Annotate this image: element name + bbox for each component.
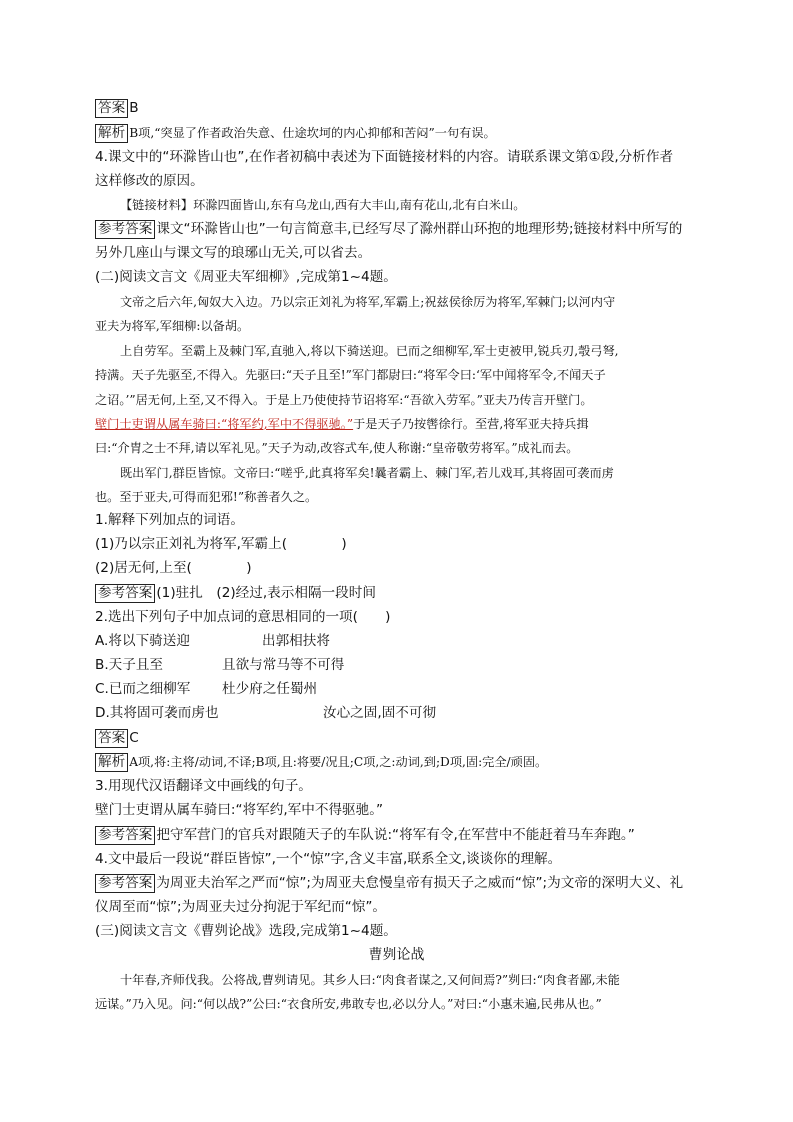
question-4-line1: 4.课文中的“环滁皆山也”,在作者初稿中表述为下面链接材料的内容。请联系课文第①段,分析作者 (95, 149, 674, 165)
q2-option-c: C.已而之细柳军 (95, 681, 191, 697)
underlined-sentence: 壁门士吏谓从属车骑曰:“将军约,军中不得驱驰。” (95, 417, 354, 431)
passage-p3-line2: 也。至于亚夫,可得而犯邪!”称善者久之。 (95, 490, 318, 504)
q4-ref-text: 为周亚夫治军之严而“惊”;为周亚夫怠慢皇帝有损天子之威而“惊”;为文帝的深明大义、礼 (156, 875, 684, 891)
q2-answer-line (95, 727, 139, 749)
reference-answer-line1 (95, 218, 682, 240)
section-heading-3: (三)阅读文言文《曹刿论战》选段,完成第1~4题。 (95, 923, 397, 939)
answer-value: B (129, 100, 139, 116)
q4-ref-line2: 仪周至而“惊”;为周亚夫过分拘泥于军纪而“惊”。 (95, 899, 387, 915)
q1-b: (2)居无何,上至( ) (95, 560, 252, 576)
passage-3-line1: 十年春,齐师伐我。公将战,曹刿请见。其乡人曰:“肉食者谋之,又何间焉?”刿曰:“肉食者鄙,未能 (120, 973, 620, 987)
q2-option-a: A.将以下骑送迎 (95, 633, 190, 649)
passage-p2-line3: 之诏。’”居无何,上至,又不得入。于是上乃使使持节诏将军:“吾欲入劳军。”亚夫乃传言开壁门。 (95, 393, 593, 407)
q1-ref-line (95, 582, 376, 604)
passage-title: 曹刿论战 (368, 947, 425, 963)
analysis-text: B项,“突显了作者政治失意、仕途坎坷的内心抑郁和苦闷”一句有误。 (129, 126, 496, 140)
passage-text: 于是天子乃按辔徐行。至营,将军亚夫持兵揖 (353, 417, 589, 431)
passage-3-line2: 远谋。”乃入见。问:“何以战?”公曰:“衣食所安,弗敢专也,必以分人。”对曰:“小惠未遍,民弗从也。” (95, 997, 602, 1011)
q2-option-a-pair: 出郭相扶将 (262, 633, 330, 649)
analysis-tag: 解析 (95, 753, 128, 772)
q2-option-b: B.天子且至 (95, 657, 164, 673)
q3-sentence: 壁门士吏谓从属车骑曰:“将军约,军中不得驱驰。” (95, 802, 384, 818)
passage-p2-line4 (95, 413, 589, 435)
q2-option-c-pair: 杜少府之任蜀州 (222, 681, 318, 697)
q2-option-d-pair: 汝心之固,固不可彻 (323, 705, 437, 721)
q2: 2.选出下列句子中加点词的意思相同的一项( ) (95, 609, 391, 625)
passage-p1-line1: 文帝之后六年,匈奴大入边。乃以宗正刘礼为将军,军霸上;祝兹侯徐厉为将军,军棘门;以河内守 (120, 295, 616, 309)
passage-p2-line2: 持满。天子先驱至,不得入。先驱曰:“天子且至!”军门都尉曰:“将军令曰:‘军中闻将军令,不闻天子 (95, 368, 606, 382)
reference-answer-tag: 参考答案 (95, 220, 155, 239)
reference-answer-text: 课文“环滁皆山也”一句言简意丰,已经写尽了滁州群山环抱的地理形势;链接材料中所写的 (156, 221, 683, 237)
passage-p3-line1: 既出军门,群臣皆惊。文帝曰:“嗟乎,此真将军矣!曩者霸上、棘门军,若儿戏耳,其将固可袭而虏 (120, 466, 614, 480)
q2-analysis-line (95, 751, 547, 773)
q2-option-b-pair: 且欲与常马等不可得 (222, 657, 345, 673)
reference-answer-line2: 另外几座山与课文写的琅琊山无关,可以省去。 (95, 245, 372, 261)
link-material: 【链接材料】环滁四面皆山,东有乌龙山,西有大丰山,南有花山,北有白米山。 (120, 198, 526, 212)
q2-option-d: D.其将固可袭而虏也 (95, 705, 219, 721)
q2-analysis: A项,将:主将/动词,不译;B项,且:将要/况且;C项,之:动词,到;D项,固:完全/顽固。 (129, 755, 548, 769)
answer-tag: 答案 (95, 729, 128, 748)
answer-tag: 答案 (95, 99, 128, 118)
reference-answer-tag: 参考答案 (95, 874, 155, 893)
q1: 1.解释下列加点的词语。 (95, 512, 244, 528)
analysis-tag: 解析 (95, 124, 128, 143)
q3: 3.用现代汉语翻译文中画线的句子。 (95, 778, 312, 794)
passage-p2-line5: 曰:“介胄之士不拜,请以军礼见。”天子为动,改容式车,使人称谢:“皇帝敬劳将军。”成礼而去。 (95, 441, 579, 455)
reference-answer-tag: 参考答案 (95, 826, 155, 845)
passage-p2-line1: 上自劳军。至霸上及棘门军,直驰入,将以下骑送迎。已而之细柳军,军士吏被甲,锐兵刃,彀弓弩, (120, 344, 619, 358)
q4: 4.文中最后一段说“群臣皆惊”,一个“惊”字,含义丰富,联系全文,谈谈你的理解。 (95, 851, 562, 867)
q2-answer: C (129, 730, 139, 746)
q1-a: (1)乃以宗正刘礼为将军,军霸上( ) (95, 536, 347, 552)
passage-p1-line2: 亚夫为将军,军细柳:以备胡。 (95, 319, 250, 333)
q3-ref-line (95, 824, 635, 846)
q3-ref-text: 把守军营门的官兵对跟随天子的车队说:“将军有令,在军营中不能赶着马车奔跑。” (156, 827, 635, 843)
q1-ref-text: (1)驻扎 (2)经过,表示相隔一段时间 (156, 585, 376, 601)
section-heading-2: (二)阅读文言文《周亚夫军细柳》,完成第1~4题。 (95, 269, 397, 285)
q4-ref-line1 (95, 872, 683, 894)
answer-line (95, 97, 139, 119)
question-4-line2: 这样修改的原因。 (95, 173, 204, 189)
analysis-line (95, 122, 496, 144)
reference-answer-tag: 参考答案 (95, 584, 155, 603)
